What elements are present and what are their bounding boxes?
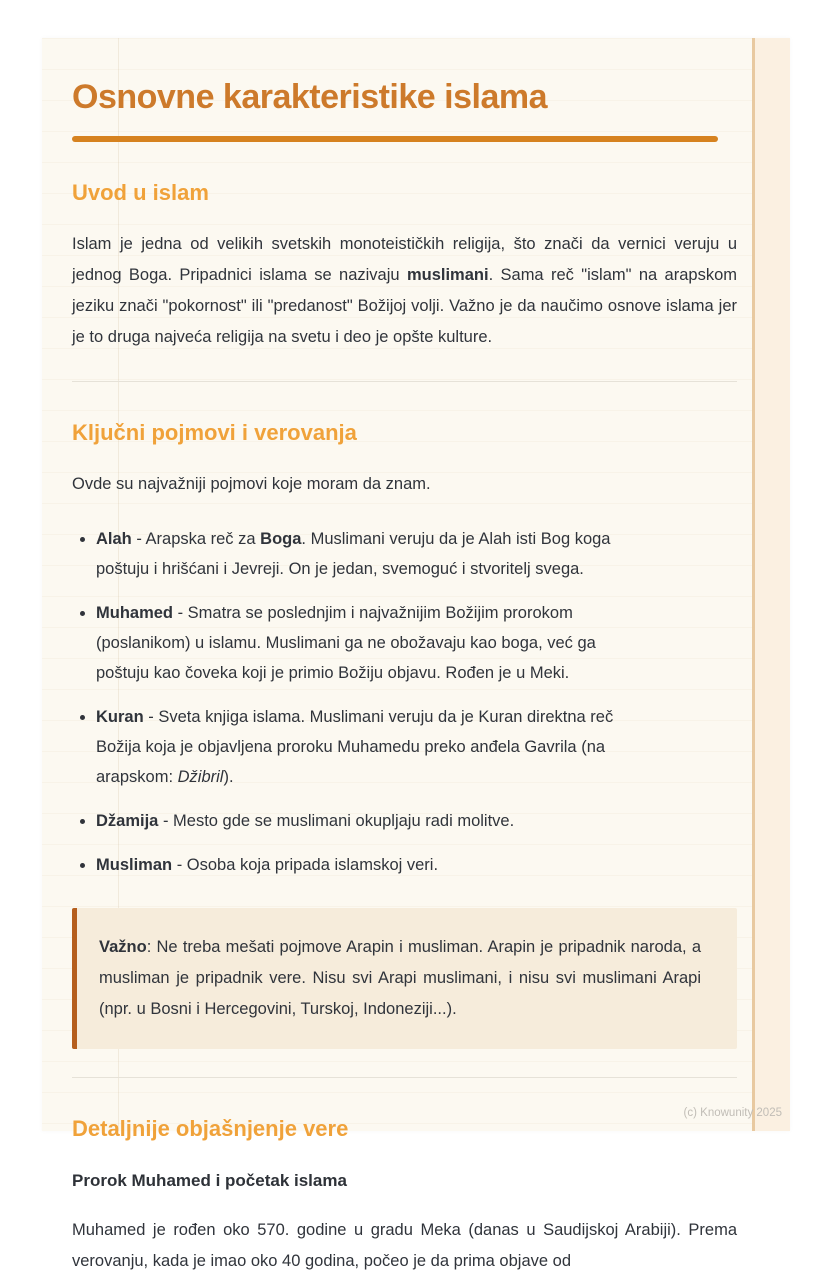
term-list-item: • Kuran - Sveta knjiga islama. Muslimani veruju da je Kuran direktna reč Božija koja je objavljena proroku Muhamedu preko anđela Gavrila (na arapskom: Džibril).: [96, 702, 640, 792]
document-content: [42, 38, 790, 1277]
page-title: Osnovne karakteristike islama: [72, 78, 547, 116]
details-subheading: Prorok Muhamed i početak islama: [72, 1171, 347, 1190]
section-heading-key-terms: Ključni pojmovi i verovanja: [72, 420, 357, 445]
key-terms-list: [72, 524, 640, 880]
term-list-item: • Musliman - Osoba koja pripada islamskoj veri.: [96, 850, 640, 880]
section-heading-details: Detaljnije objašnjenje vere: [72, 1116, 349, 1141]
term-list-item: • Muhamed - Smatra se poslednjim i najvažnijim Božijim prorokom (poslanikom) u islamu. Muslimani ga ne obožavaju kao boga, već ga poštuju kao čoveka koji je primio Božiju objavu. Rođen je u Meki.: [96, 598, 640, 688]
section-heading-intro: Uvod u islam: [72, 180, 209, 205]
term-list-item: • Alah - Arapska reč za Boga. Muslimani veruju da je Alah isti Bog koga poštuju i hrišćani i Jevreji. On je jedan, svemoguć i stvoritelj svega.: [96, 524, 640, 584]
section-divider: [72, 381, 737, 382]
details-paragraph: Muhamed je rođen oko 570. godine u gradu Meka (danas u Saudijskoj Arabiji). Prema verovanju, kada je imao oko 40 godina, počeo je da prima objave od: [72, 1221, 737, 1270]
copyright-watermark: (c) Knowunity 2025: [683, 1107, 782, 1119]
title-underline-rule: [72, 136, 718, 142]
section-divider: [72, 1077, 737, 1078]
key-terms-lead: Ovde su najvažniji pojmovi koje moram da znam.: [72, 475, 431, 493]
document-page: [42, 38, 790, 1270]
term-list-item: • Džamija - Mesto gde se muslimani okupljaju radi molitve.: [96, 806, 640, 836]
important-callout-text: Važno: Ne treba mešati pojmove Arapin i musliman. Arapin je pripadnik naroda, a musliman je pripadnik vere. Nisu svi Arapi muslimani, i nisu svi muslimani Arapi (npr. u Bosni i Hercegovini, Turskoj, Indoneziji...).: [99, 938, 701, 1018]
important-callout: [72, 908, 737, 1049]
intro-paragraph: Islam je jedna od velikih svetskih monoteističkih religija, što znači da vernici veruju u jednog Boga. Pripadnici islama se nazivaju muslimani. Sama reč "islam" na arapskom jeziku znači "pokornost" ili "predanost" Božijoj volji. Važno je da naučimo osnove islama jer je to druga najveća religija na svetu i deo je opšte kulture.: [72, 235, 737, 346]
